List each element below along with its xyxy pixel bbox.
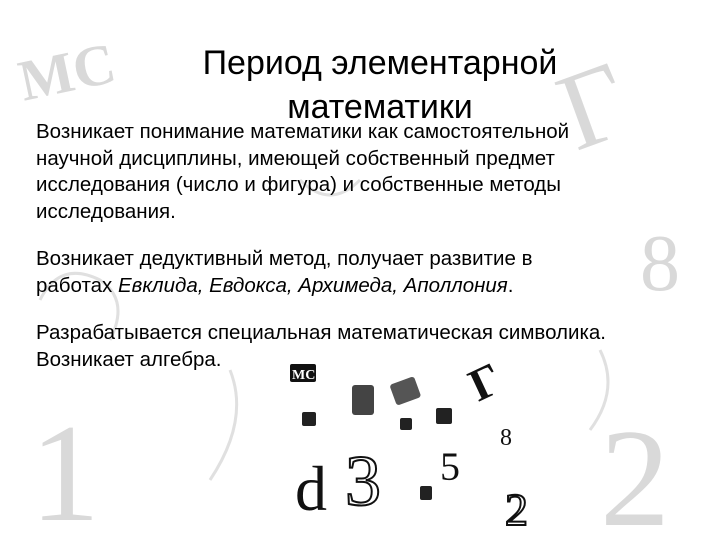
watermark-gamma-glyph: Γ <box>542 37 645 174</box>
watermark-one-glyph: 1 <box>30 396 100 540</box>
mathematician-names: Евклида, Евдокса, Архимеда, Аполлония <box>118 273 508 297</box>
paragraph-1 <box>36 119 716 225</box>
five-glyph: 5 <box>440 444 460 489</box>
watermark-two-glyph: 2 <box>600 401 670 540</box>
paragraph-2-suffix: . <box>507 273 514 297</box>
paragraph-3-line-1: Разрабатывается специальная математическая символика. <box>36 321 606 344</box>
title-line-1: Период элементарной <box>202 43 558 82</box>
watermark-ms-glyph: MC <box>12 29 122 114</box>
gamma-glyph: Γ <box>460 352 509 412</box>
paragraph-3 <box>36 320 716 373</box>
paragraph-1-line-4: исследования. <box>36 199 176 223</box>
svg-text:MC: MC <box>292 368 316 383</box>
paragraph-1-line-1: Возникает понимание математики как самостоятельной <box>36 120 570 143</box>
slide-title <box>100 41 660 129</box>
d-glyph: d <box>295 453 327 524</box>
paragraph-2-prefix: работах <box>36 273 118 297</box>
title-line-2: математики <box>287 87 473 126</box>
two-glyph: 2 <box>505 484 528 535</box>
paragraph-1-line-2: научной дисциплины, имеющей собственный предмет <box>36 146 555 170</box>
slide-body <box>36 119 716 394</box>
paragraph-2-line-2 <box>36 273 716 300</box>
three-glyph: 3 <box>345 441 381 521</box>
paragraph-3-line-2: Возникает алгебра. <box>36 347 222 371</box>
watermark-eight-glyph: 8 <box>640 220 680 308</box>
paragraph-2-line-1: Возникает дедуктивный метод, получает развитие в <box>36 247 533 270</box>
paragraph-1-line-3: исследования (число и фигура) и собственные методы <box>36 173 561 196</box>
paragraph-2 <box>36 246 716 299</box>
eight-glyph: 8 <box>500 425 512 451</box>
